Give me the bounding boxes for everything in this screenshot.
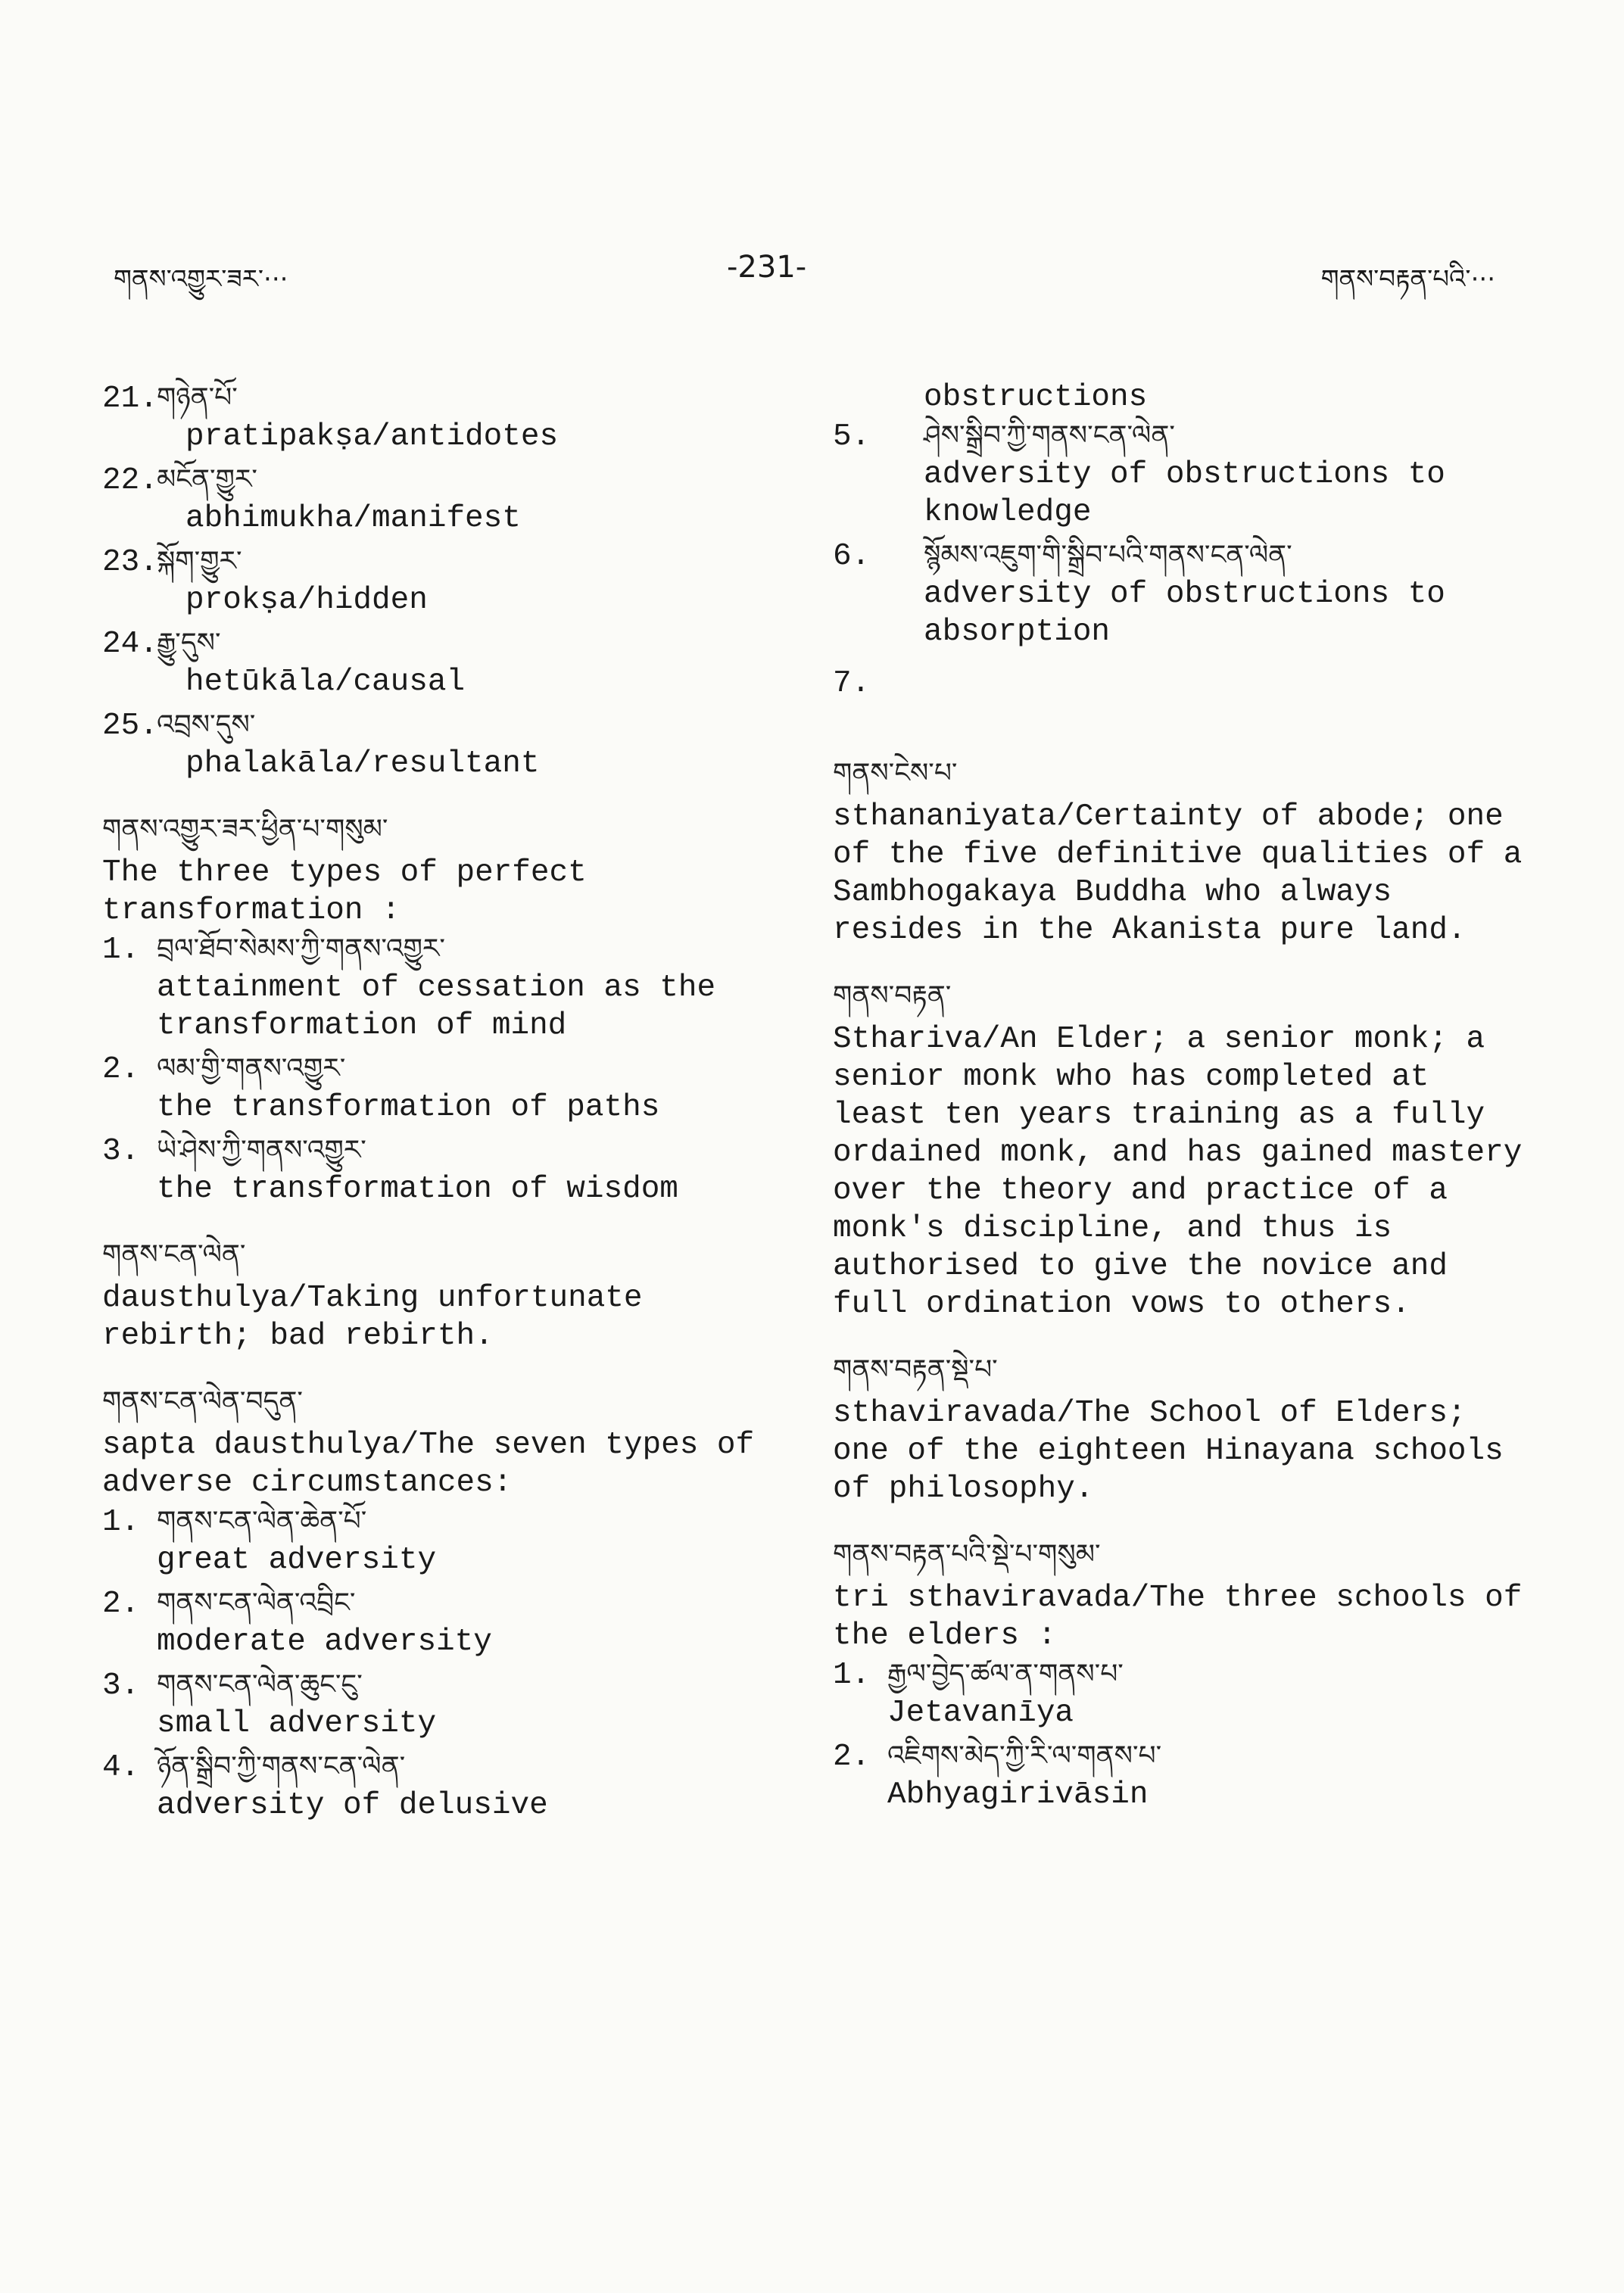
running-head-right: གནས་བརྟན་པའི་···	[1320, 264, 1495, 294]
list-item	[102, 1131, 799, 1208]
item-number: 1.	[102, 1505, 140, 1540]
list-item	[102, 1502, 799, 1579]
item-number: 3.	[102, 1134, 140, 1169]
page-header	[0, 250, 1624, 303]
list-item	[102, 1049, 799, 1126]
tibetan-term: རྒྱལ་བྱེད་ཚལ་ན་གནས་པ་	[887, 1659, 1124, 1690]
item-number: 7.	[833, 666, 871, 701]
list-item	[833, 1737, 1537, 1814]
entry-headword: གནས་བརྟན་པའི་སྡེ་པ་གསུམ་	[833, 1539, 1101, 1570]
item-number: 4.	[102, 1750, 140, 1785]
continuation-text: obstructions	[924, 380, 1148, 415]
item-gloss: adversity of obstructions to knowledge	[924, 457, 1445, 530]
list-item	[102, 379, 799, 456]
item-gloss: attainment of cessation as the transformation of mind	[157, 970, 716, 1043]
tibetan-term: མངོན་གྱུར་	[157, 464, 257, 495]
tibetan-term: འཇིགས་མེད་ཀྱི་རི་ལ་གནས་པ་	[887, 1740, 1162, 1771]
item-number: 2.	[833, 1740, 871, 1774]
tibetan-term: ཡེ་ཤེས་ཀྱི་གནས་འགྱུར་	[157, 1135, 366, 1166]
tibetan-term: གཉེན་པོ་	[157, 382, 238, 413]
item-number: 2.	[102, 1052, 140, 1087]
tibetan-term: སྐོག་གྱུར་	[157, 546, 242, 577]
tibetan-term: གནས་ངན་ལེན་ཆུང་ངུ་	[157, 1669, 363, 1700]
list-item	[102, 542, 799, 619]
item-gloss: hetūkāla/causal	[185, 665, 466, 699]
item-gloss: adversity of delusive	[157, 1788, 548, 1823]
item-gloss: prokṣa/hidden	[185, 583, 428, 618]
entry-headword: གནས་བརྟན་	[833, 980, 952, 1011]
tibetan-term: འབྲས་དུས་	[157, 709, 256, 740]
item-gloss: moderate adversity	[157, 1625, 492, 1659]
entry-definition: The three types of perfect transformation :	[102, 855, 587, 928]
entry-headword: གནས་འགྱུར་ཟར་ཕྱིན་པ་གསུམ་	[102, 814, 388, 845]
entry-headword: གནས་བརྟན་སྡེ་པ་	[833, 1354, 998, 1385]
list-item	[102, 930, 799, 1045]
tibetan-term: ཤེས་སྒྲིབ་ཀྱི་གནས་ངན་ལེན་	[924, 420, 1175, 451]
item-number: 21.	[102, 382, 158, 416]
item-number: 23.	[102, 545, 158, 580]
list-item	[102, 706, 799, 783]
item-number: 3.	[102, 1668, 140, 1703]
entry-definition: dausthulya/Taking unfortunate rebirth; bad rebirth.	[102, 1281, 643, 1354]
item-number: 2.	[102, 1587, 140, 1622]
item-gloss: Jetavanīya	[887, 1696, 1074, 1731]
list-item	[102, 1665, 799, 1743]
running-head-left: གནས་འགྱུར་ཟར་···	[114, 264, 288, 294]
item-number: 24.	[102, 627, 158, 662]
item-number: 1.	[833, 1658, 871, 1693]
list-item	[833, 666, 1537, 701]
right-column	[833, 379, 1537, 1818]
item-gloss: adversity of obstructions to absorption	[924, 577, 1445, 650]
item-gloss: abhimukha/manifest	[185, 501, 521, 536]
tibetan-term: བྲལ་ཐོབ་སེམས་ཀྱི་གནས་འགྱུར་	[157, 933, 445, 964]
list-item	[833, 536, 1537, 651]
item-gloss: small adversity	[157, 1706, 437, 1741]
item-gloss: phalakāla/resultant	[185, 746, 540, 781]
tibetan-term: གནས་ངན་ལེན་འབྲིང་	[157, 1587, 356, 1618]
tibetan-term: ལམ་གྱི་གནས་འགྱུར་	[157, 1053, 346, 1084]
entry-definition: Sthariva/An Elder; a senior monk; a senior monk who has completed at least ten years training as a fully ordained monk, and has gained mastery over the theory and practice of a monk's discipline, and thus is authorised to give the novice and full ordination vows to others.	[833, 1022, 1523, 1322]
entry-definition: sthaviravada/The School of Elders; one of the eighteen Hinayana schools of philosophy.	[833, 1396, 1504, 1506]
list-item	[102, 624, 799, 701]
entry-definition: tri sthaviravada/The three schools of the elders :	[833, 1581, 1523, 1653]
list-item	[833, 1655, 1537, 1732]
item-gloss: the transformation of wisdom	[157, 1172, 678, 1207]
list-item	[102, 460, 799, 537]
item-gloss: the transformation of paths	[157, 1090, 660, 1125]
item-gloss: Abhyagirivāsin	[887, 1777, 1149, 1812]
list-item	[102, 1747, 799, 1824]
entry-definition: sapta dausthulya/The seven types of adverse circumstances:	[102, 1428, 755, 1500]
item-number: 22.	[102, 463, 158, 498]
item-number: 6.	[833, 539, 871, 574]
item-gloss: great adversity	[157, 1543, 437, 1578]
item-gloss: pratipakṣa/antidotes	[185, 419, 559, 454]
tibetan-term: གནས་ངན་ལེན་ཆེན་པོ་	[157, 1506, 367, 1537]
entry-headword: གནས་ངན་ལེན་བདུན་	[102, 1386, 303, 1417]
page-number: -231-	[727, 250, 807, 285]
tibetan-term: རྒྱུ་དུས་	[157, 628, 221, 659]
entry-headword: གནས་ངེས་པ་	[833, 758, 958, 789]
tibetan-term: ཉོན་སྒྲིབ་ཀྱི་གནས་ངན་ལེན་	[157, 1751, 406, 1782]
tibetan-term: སྙོམས་འཇུག་གི་སྒྲིབ་པའི་གནས་ངན་ལེན་	[924, 540, 1292, 571]
list-item	[102, 1584, 799, 1661]
item-number: 5.	[833, 419, 871, 454]
left-column	[102, 379, 799, 1829]
list-item	[833, 416, 1537, 531]
item-number: 25.	[102, 709, 158, 743]
item-number: 1.	[102, 933, 140, 967]
entry-headword: གནས་ངན་ལེན་	[102, 1239, 246, 1270]
entry-definition: sthananiyata/Certainty of abode; one of the five definitive qualities of a Sambhogakaya Buddha who always resides in the Akanista pure land.	[833, 799, 1523, 948]
